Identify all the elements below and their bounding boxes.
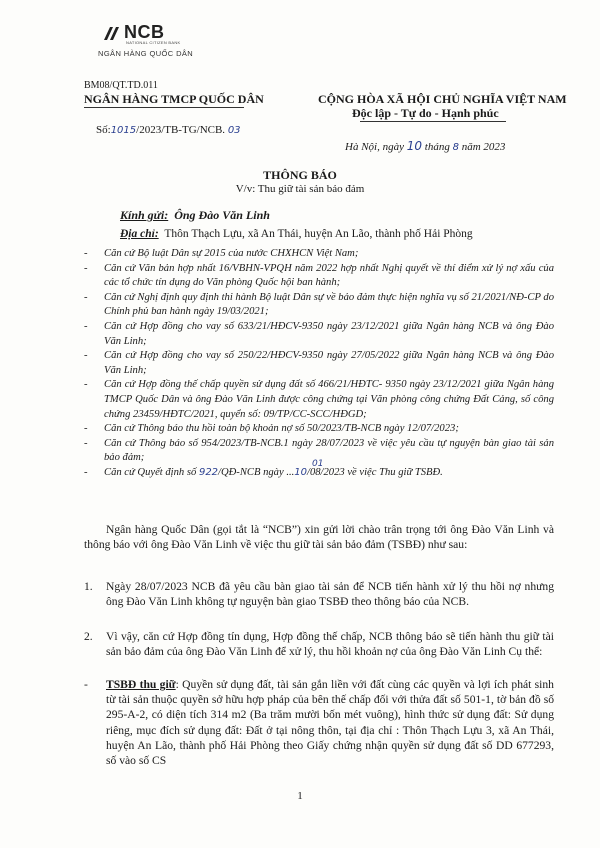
motto-underline — [360, 121, 506, 122]
list-item — [84, 579, 554, 609]
decision-day-handwritten: 10 — [294, 466, 307, 478]
collateral-description: : Quyền sử dụng đất, tài sản gắn liền với đất cùng các quyền và lợi ích phát sinh từ tài sản thuộc quyền sở hữu hợp pháp của bên thế chấp đối với thửa đất số 501-1, tờ bản đồ số 295-A-2, có diện tích 314 m2 (Ba trăm mười bốn mét vuông), hình thức sử dụng đất: Sử dụng riêng, mục đích sử dụng đất: Đất ở tại nông thôn, tại địa chỉ : Thôn Thạch Lựu 3, xã An Thái, huyện An Lão, thành phố Hải Phòng theo Giấy chứng nhận quyền sử dụng đất số DD 677293, số vào số CS — [106, 678, 554, 768]
bank-name-underline — [84, 107, 244, 108]
decision-prefix: Căn cứ Quyết định số — [104, 466, 197, 478]
recipient-label: Kính gửi: — [120, 208, 169, 222]
ncb-logo — [96, 22, 206, 64]
logo-vn-name: NGÂN HÀNG QUỐC DÂN — [98, 49, 194, 58]
decision-number-handwritten: 922 — [198, 466, 219, 478]
motto: Độc lập - Tự do - Hạnh phúc — [352, 106, 499, 120]
basis-item: - Căn cứ Thông báo thu hồi toàn bộ khoản nợ số 50/2023/TB-NCB ngày 12/07/2023; — [84, 422, 554, 437]
address-label: Địa chỉ: — [120, 228, 159, 240]
basis-item: - Căn cứ Văn bản hợp nhất 16/VBHN-VPQH năm 2022 hợp nhất Nghị quyết về thí điểm xử lý nợ xấu của các tổ chức tín dụng do Văn phòng Quốc hội ban hành; — [84, 262, 554, 291]
intro-paragraph: Ngân hàng Quốc Dân (gọi tắt là “NCB”) xin gửi lời chào trân trọng tới ông Đào Văn Linh và thông báo với ông Đào Văn Linh về việc thu giữ tài sản bảo đảm (TSBĐ) như sau: — [84, 523, 554, 552]
list-item-text: Vì vậy, căn cứ Hợp đồng tín dụng, Hợp đồng thế chấp, NCB thông báo sẽ tiến hành thu giữ tài sản bảo đảm của ông Đào Văn Linh để xử lý, thu hồi khoản nợ của ông Đào Văn Linh Cụ thể: — [106, 630, 554, 659]
doc-number-prefix: Số: — [96, 124, 111, 136]
collateral-bullet: - — [84, 678, 88, 691]
basis-item: - Căn cứ Bộ luật Dân sự 2015 của nước CHXHCN Việt Nam; — [84, 247, 554, 262]
recipient-name: Ông Đào Văn Linh — [174, 208, 270, 222]
basis-item: - Căn cứ Hợp đồng cho vay số 250/22/HĐCV-9350 ngày 27/05/2022 giữa Ngân hàng NCB và ông Đào Văn Linh; — [84, 349, 554, 378]
legal-basis-list — [84, 247, 554, 481]
logo-tagline: NATIONAL CITIZEN BANK — [126, 40, 181, 45]
basis-item: - Căn cứ Thông báo số 954/2023/TB-NCB.1 ngày 28/07/2023 về việc yêu cầu tự nguyện bàn giao tài sản bảo đảm; — [84, 437, 554, 466]
basis-item-decision: - Căn cứ Quyết định số 922/QĐ-NCB ngày ...10/08/2023 về việc Thu giữ TSBĐ. 01 — [84, 466, 554, 481]
collateral-label: TSBĐ thu giữ — [106, 678, 176, 691]
date-day: 10 — [406, 139, 423, 153]
address-value: Thôn Thạch Lựu, xã An Thái, huyện An Lão, thành phố Hải Phòng — [164, 228, 473, 240]
logo-brand: NCB — [124, 22, 165, 42]
date-prefix: Hà Nội, ngày — [345, 141, 404, 153]
decision-suffix: /08/2023 về việc Thu giữ TSBĐ. — [307, 466, 443, 478]
doc-number-handwritten-tail: 03 — [227, 125, 241, 136]
list-item-number: 2. — [84, 630, 93, 643]
basis-item: - Căn cứ Nghị định quy định thi hành Bộ luật Dân sự về bảo đảm thực hiện nghĩa vụ số 21/2021/NĐ-CP do Chính phủ ban hành ngày 19/03/2021; — [84, 291, 554, 320]
document-title: THÔNG BÁO — [263, 168, 337, 182]
form-code: BM08/QT.TD.011 — [84, 80, 158, 91]
bank-name: NGÂN HÀNG TMCP QUỐC DÂN — [84, 92, 264, 106]
recipient-line — [120, 208, 270, 223]
decision-mid: /QĐ-NCB ngày — [218, 466, 284, 478]
document-number — [96, 124, 241, 136]
ncb-logo-icon — [102, 24, 122, 44]
nation-heading: CỘNG HÒA XÃ HỘI CHỦ NGHĨA VIỆT NAM — [318, 92, 567, 106]
date-month-label: tháng — [424, 141, 450, 153]
decision-handwritten-note: 01 — [312, 458, 324, 469]
issue-date — [345, 139, 505, 153]
list-item-text: Ngày 28/07/2023 NCB đã yêu cầu bàn giao tài sản để NCB tiến hành xử lý thu hồi nợ nhưng ông Đào Văn Linh không tự nguyện bàn giao TSBĐ theo thông báo của NCB. — [106, 580, 554, 609]
date-month: 8 — [452, 142, 459, 153]
doc-number-suffix: /2023/TB-TG/NCB. — [136, 124, 226, 136]
document-subject: V/v: Thu giữ tài sản bảo đảm — [235, 183, 365, 195]
page-number: 1 — [297, 790, 303, 802]
collateral-item — [84, 677, 554, 768]
date-year: năm 2023 — [461, 141, 506, 153]
address-line — [120, 228, 473, 240]
basis-item: - Căn cứ Hợp đồng cho vay số 633/21/HĐCV-9350 ngày 23/12/2021 giữa Ngân hàng NCB và ông Đào Văn Linh; — [84, 320, 554, 349]
collateral-text — [106, 677, 554, 768]
basis-item: - Căn cứ Hợp đồng thế chấp quyền sử dụng đất số 466/21/HĐTC- 9350 ngày 23/12/2021 giữa Ngân hàng TMCP Quốc Dân và ông Đào Văn Linh được công chứng tại Văn phòng công chứng Đất Cảng, số công chứng 23459/HĐTC/2021, quyển số: 09/TP/CC-SCC/HĐGD; — [84, 378, 554, 422]
doc-number-handwritten: 1015 — [110, 125, 137, 136]
list-item — [84, 629, 554, 659]
list-item-number: 1. — [84, 580, 93, 593]
